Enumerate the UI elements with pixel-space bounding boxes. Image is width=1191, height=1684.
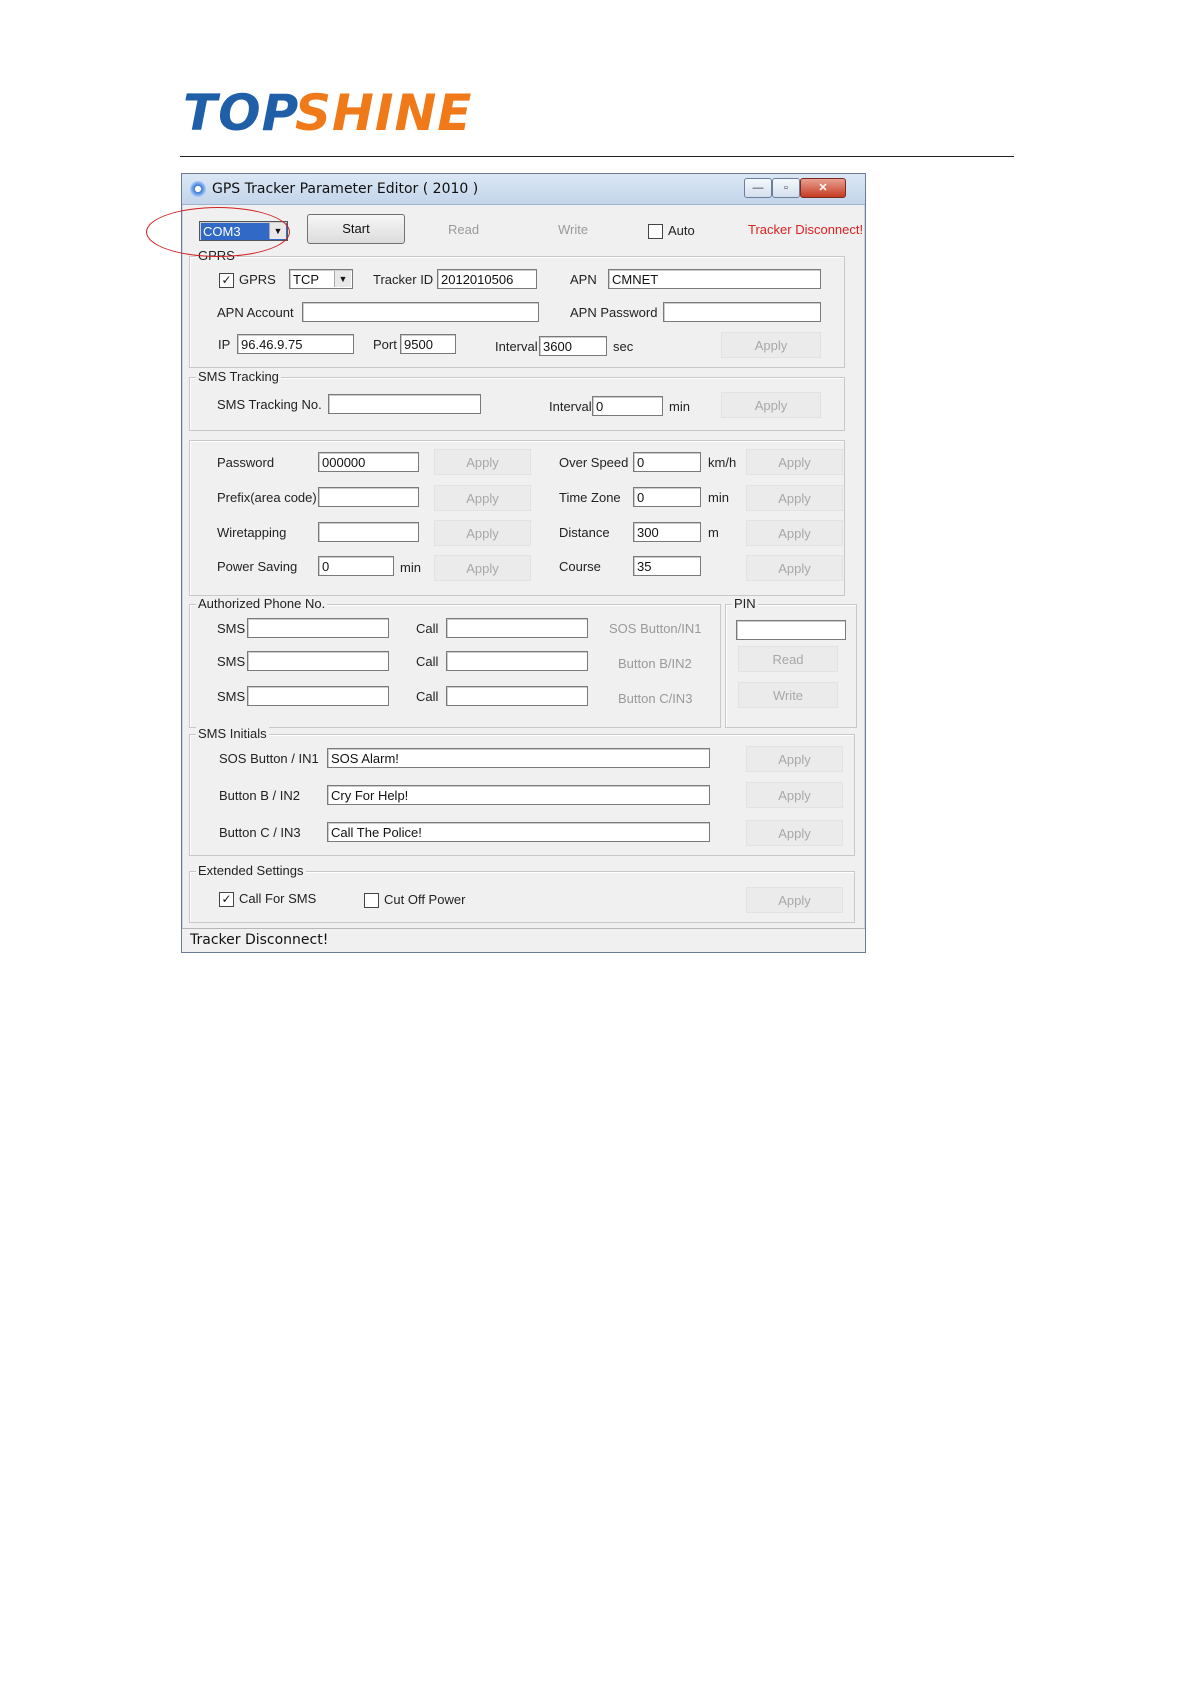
password-apply-button[interactable]: Apply <box>434 449 531 475</box>
password-label: Password <box>217 455 275 470</box>
write-button[interactable]: Write <box>558 222 589 237</box>
sos-button-in1-label: SOS Button/IN1 <box>609 621 702 636</box>
gprs-apply-button[interactable]: Apply <box>721 332 821 358</box>
sms-initials-group-label: SMS Initials <box>198 726 267 741</box>
prefix-apply-button[interactable]: Apply <box>434 485 531 511</box>
gprs-checkbox[interactable]: ✓ <box>219 273 234 288</box>
tracker-id-label: Tracker ID <box>373 272 434 287</box>
sms-interval-unit: min <box>669 399 690 414</box>
apn-password-label: APN Password <box>570 305 658 320</box>
wiretapping-apply-button[interactable]: Apply <box>434 520 531 546</box>
auto-checkbox[interactable] <box>648 224 663 239</box>
time-zone-label: Time Zone <box>559 490 621 505</box>
sms-number-input-3[interactable] <box>247 686 389 706</box>
power-saving-unit: min <box>400 560 421 575</box>
sms-number-input-2[interactable] <box>247 651 389 671</box>
sms-initial-input-2[interactable]: Cry For Help! <box>327 785 710 805</box>
wiretapping-input[interactable] <box>318 522 419 542</box>
distance-label: Distance <box>559 525 610 540</box>
extended-settings-group-label: Extended Settings <box>198 863 304 878</box>
header-divider <box>180 156 1014 157</box>
pin-group-label: PIN <box>734 596 756 611</box>
call-label-3: Call <box>416 689 439 704</box>
ip-input[interactable]: 96.46.9.75 <box>237 334 354 354</box>
com-port-value: COM3 <box>203 224 241 239</box>
ip-label: IP <box>218 337 231 352</box>
sms-number-input-1[interactable] <box>247 618 389 638</box>
auto-label: Auto <box>668 223 695 238</box>
logo-text-shine: SHINE <box>295 84 473 142</box>
sms-label-3: SMS <box>217 689 246 704</box>
highlight-ellipse <box>146 207 290 257</box>
close-button[interactable]: ✕ <box>800 178 846 198</box>
call-number-input-1[interactable] <box>446 618 588 638</box>
status-bar <box>182 928 865 952</box>
pin-write-button[interactable]: Write <box>738 682 838 708</box>
call-number-input-3[interactable] <box>446 686 588 706</box>
tracker-id-input[interactable]: 2012010506 <box>437 269 537 289</box>
interval-input[interactable]: 3600 <box>539 336 607 356</box>
sms-tracking-apply-button[interactable]: Apply <box>721 392 821 418</box>
authorized-phone-group-label: Authorized Phone No. <box>198 596 326 611</box>
sms-initial-input-1[interactable]: SOS Alarm! <box>327 748 710 768</box>
over-speed-label: Over Speed <box>559 455 629 470</box>
status-bar-text: Tracker Disconnect! <box>190 932 329 948</box>
chevron-down-icon[interactable]: ▼ <box>269 223 286 239</box>
sms-initial-label-3: Button C / IN3 <box>219 825 301 840</box>
power-saving-apply-button[interactable]: Apply <box>434 555 531 581</box>
interval-unit: sec <box>613 339 634 354</box>
power-saving-label: Power Saving <box>217 559 298 574</box>
distance-apply-button[interactable]: Apply <box>746 520 843 546</box>
app-icon <box>190 181 206 197</box>
app-window <box>181 173 866 953</box>
password-input[interactable]: 000000 <box>318 452 419 472</box>
sms-tracking-group-label: SMS Tracking <box>198 369 279 384</box>
distance-input[interactable]: 300 <box>633 522 701 542</box>
sms-interval-input[interactable]: 0 <box>592 396 663 416</box>
sms-initial-apply-button-1[interactable]: Apply <box>746 746 843 772</box>
time-zone-apply-button[interactable]: Apply <box>746 485 843 511</box>
call-number-input-2[interactable] <box>446 651 588 671</box>
topshine-logo <box>183 78 473 148</box>
apn-password-input[interactable] <box>663 302 821 322</box>
course-input[interactable]: 35 <box>633 556 701 576</box>
pin-input[interactable] <box>736 620 846 640</box>
logo-text-top: TOP <box>183 84 300 142</box>
wiretapping-label: Wiretapping <box>217 525 287 540</box>
over-speed-unit: km/h <box>708 455 737 470</box>
distance-unit: m <box>708 525 719 540</box>
pin-read-button[interactable]: Read <box>738 646 838 672</box>
power-saving-input[interactable]: 0 <box>318 556 394 576</box>
course-label: Course <box>559 559 601 574</box>
sms-tracking-no-input[interactable] <box>328 394 481 414</box>
over-speed-apply-button[interactable]: Apply <box>746 449 843 475</box>
port-input[interactable]: 9500 <box>400 334 456 354</box>
sms-initial-label-1: SOS Button / IN1 <box>219 751 319 766</box>
interval-label: Interval <box>495 339 538 354</box>
sms-initial-apply-button-2[interactable]: Apply <box>746 782 843 808</box>
port-label: Port <box>373 337 397 352</box>
sms-interval-label: Interval <box>549 399 592 414</box>
sms-initial-label-2: Button B / IN2 <box>219 788 300 803</box>
sms-label-2: SMS <box>217 654 246 669</box>
button-c-in3-label: Button C/IN3 <box>618 691 693 706</box>
apn-account-input[interactable] <box>302 302 539 322</box>
gprs-label: GPRS <box>239 272 276 287</box>
call-label-2: Call <box>416 654 439 669</box>
over-speed-input[interactable]: 0 <box>633 452 701 472</box>
call-for-sms-checkbox[interactable]: ✓ <box>219 892 234 907</box>
button-b-in2-label: Button B/IN2 <box>618 656 692 671</box>
title-bar[interactable] <box>182 174 865 205</box>
gprs-group-label: GPRS <box>198 248 235 263</box>
maximize-button[interactable]: ▫ <box>772 178 800 198</box>
prefix-input[interactable] <box>318 487 419 507</box>
cut-off-power-label: Cut Off Power <box>384 892 466 907</box>
read-button[interactable]: Read <box>448 222 480 237</box>
sms-initial-apply-button-3[interactable]: Apply <box>746 820 843 846</box>
minimize-button[interactable]: — <box>744 178 772 198</box>
cut-off-power-checkbox[interactable] <box>364 893 379 908</box>
apn-label: APN <box>570 272 597 287</box>
protocol-value: TCP <box>293 272 319 287</box>
extended-apply-button[interactable]: Apply <box>746 887 843 913</box>
start-button[interactable]: Start <box>307 214 405 244</box>
call-label-1: Call <box>416 621 439 636</box>
sms-tracking-no-label: SMS Tracking No. <box>217 397 322 412</box>
apn-input[interactable]: CMNET <box>608 269 821 289</box>
call-for-sms-label: Call For SMS <box>239 891 317 906</box>
time-zone-unit: min <box>708 490 729 505</box>
prefix-label: Prefix(area code) <box>217 490 317 505</box>
time-zone-input[interactable]: 0 <box>633 487 701 507</box>
sms-initial-input-3[interactable]: Call The Police! <box>327 822 710 842</box>
apn-account-label: APN Account <box>217 305 294 320</box>
window-title: GPS Tracker Parameter Editor ( 2010 ) <box>212 181 479 197</box>
course-apply-button[interactable]: Apply <box>746 555 843 581</box>
protocol-select[interactable] <box>289 269 353 289</box>
chevron-down-icon[interactable]: ▼ <box>334 271 351 287</box>
sms-label-1: SMS <box>217 621 246 636</box>
connection-status: Tracker Disconnect! <box>748 222 864 237</box>
